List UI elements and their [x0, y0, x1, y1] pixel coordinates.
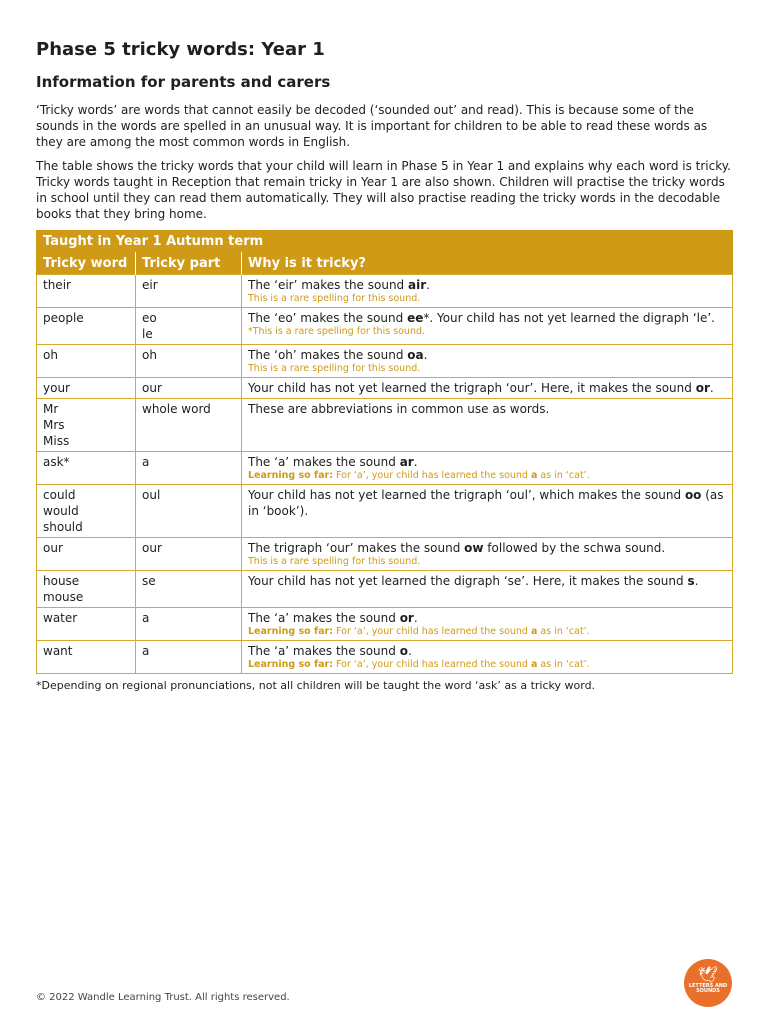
note-segment: For ‘a’, your child has learned the sound [333, 659, 531, 670]
tricky-word-cell [37, 452, 136, 485]
explanation-text [248, 573, 726, 589]
document-page [36, 34, 732, 694]
tricky-part-cell [136, 345, 242, 378]
table-row [37, 308, 733, 345]
tricky-word: want [43, 644, 73, 658]
tricky-word: our [43, 541, 63, 555]
explanation-segment: The trigraph ‘our’ makes the sound [248, 541, 465, 555]
explanation-segment: . [413, 455, 418, 469]
explanation-text [248, 401, 726, 417]
tricky-part: a [142, 611, 150, 625]
tricky-word: should [43, 520, 83, 534]
explanation-text [248, 454, 726, 470]
explanation-segment: The ‘a’ makes the sound [248, 644, 400, 658]
explanation-text [248, 347, 726, 363]
note-segment: *This is a rare spelling for this sound. [248, 326, 426, 337]
table-row [37, 641, 733, 674]
tricky-word: their [43, 278, 71, 292]
tricky-part-cell [136, 399, 242, 452]
sound-highlight: oa [407, 348, 424, 362]
note-highlight: a [530, 470, 538, 481]
sound-highlight: ee [407, 311, 424, 325]
sound-highlight: s [687, 574, 695, 588]
table-body [37, 275, 733, 674]
explanation-note [248, 556, 726, 568]
tricky-part: se [142, 574, 156, 588]
tricky-word-cell [37, 571, 136, 608]
tricky-word: could [43, 488, 76, 502]
tricky-word-cell [37, 538, 136, 571]
tricky-word: ask* [43, 455, 70, 469]
table-row [37, 538, 733, 571]
tricky-part-cell [136, 571, 242, 608]
tricky-word-cell [37, 275, 136, 308]
note-highlight: a [530, 626, 538, 637]
explanation-segment: These are abbreviations in common use as words. [248, 402, 550, 416]
note-segment: as in ‘cat’. [537, 659, 590, 670]
why-tricky-cell [242, 399, 733, 452]
explanation-note [248, 293, 726, 305]
explanation-segment: . [694, 574, 699, 588]
tricky-part: oh [142, 348, 157, 362]
tricky-part: a [142, 455, 150, 469]
why-tricky-cell [242, 308, 733, 345]
explanation-segment: The ‘oh’ makes the sound [248, 348, 408, 362]
tricky-part: our [142, 541, 162, 555]
bird-icon: 🕊 [697, 965, 719, 984]
note-highlight: Learning so far: [248, 470, 333, 481]
explanation-segment: The ‘a’ makes the sound [248, 455, 400, 469]
why-tricky-cell [242, 571, 733, 608]
explanation-segment: . [709, 381, 714, 395]
tricky-part-cell [136, 275, 242, 308]
tricky-word: would [43, 504, 79, 518]
explanation-note [248, 659, 726, 671]
note-highlight: Learning so far: [248, 659, 333, 670]
sound-highlight: oo [684, 488, 702, 502]
tricky-part-cell [136, 485, 242, 538]
table-row [37, 452, 733, 485]
tricky-word-cell [37, 641, 136, 674]
note-highlight: a [530, 659, 538, 670]
note-segment: as in ‘cat’. [537, 470, 590, 481]
table-row [37, 485, 733, 538]
table-row [37, 571, 733, 608]
why-tricky-cell [242, 452, 733, 485]
tricky-word: oh [43, 348, 58, 362]
tricky-word-cell [37, 378, 136, 399]
tricky-word-cell [37, 399, 136, 452]
tricky-word: house [43, 574, 80, 588]
explanation-note [248, 363, 726, 375]
explanation-segment: . [413, 611, 418, 625]
note-highlight: Learning so far: [248, 626, 333, 637]
tricky-words-table [36, 230, 733, 674]
explanation-text [248, 380, 726, 396]
tricky-word: Mr [43, 402, 59, 416]
tricky-part: a [142, 644, 150, 658]
column-header-why-tricky: Why is it tricky? [242, 252, 733, 275]
sound-highlight: ow [464, 541, 484, 555]
explanation-text [248, 610, 726, 626]
copyright-notice: © 2022 Wandle Learning Trust. All rights reserved. [36, 992, 290, 1003]
tricky-part: our [142, 381, 162, 395]
note-segment: This is a rare spelling for this sound. [248, 556, 421, 567]
explanation-segment: Your child has not yet learned the trigraph ‘oul’, which makes the sound [248, 488, 685, 502]
sound-highlight: or [695, 381, 710, 395]
table-row [37, 399, 733, 452]
explanation-text [248, 487, 726, 519]
tricky-part: whole word [142, 402, 211, 416]
table-row [37, 345, 733, 378]
explanation-note [248, 470, 726, 482]
why-tricky-cell [242, 641, 733, 674]
explanation-segment: Your child has not yet learned the digraph ‘se’. Here, it makes the sound [248, 574, 688, 588]
explanation-segment: The ‘a’ makes the sound [248, 611, 400, 625]
tricky-part-cell [136, 378, 242, 399]
explanation-note [248, 626, 726, 638]
logo-text: LETTERS AND SOUNDS [688, 983, 728, 994]
tricky-word: mouse [43, 590, 84, 604]
explanation-segment: *. Your child has not yet learned the digraph ‘le’. [423, 311, 715, 325]
note-segment: For ‘a’, your child has learned the sound [333, 470, 531, 481]
explanation-segment: . [423, 348, 428, 362]
tricky-part: le [142, 327, 153, 341]
intro-paragraph-2: The table shows the tricky words that your child will learn in Phase 5 in Year 1 and explains why each word is tricky. Tricky words taught in Reception that remain tricky in Year 1 are also shown. Children will practise the tricky words in school until they can read them automatically. They will also practise reading the tricky words in the decodable books that they bring home. [36, 159, 731, 221]
explanation-text [248, 310, 726, 326]
footnote: *Depending on regional pronunciations, not all children will be taught the word ‘ask’ as a tricky word. [36, 679, 596, 692]
note-segment: as in ‘cat’. [537, 626, 590, 637]
explanation-text [248, 540, 726, 556]
tricky-part: oul [142, 488, 161, 502]
tricky-part-cell [136, 452, 242, 485]
tricky-word: people [43, 311, 84, 325]
explanation-note [248, 326, 726, 338]
table-row [37, 378, 733, 399]
tricky-part-cell [136, 308, 242, 345]
note-segment: This is a rare spelling for this sound. [248, 363, 421, 374]
explanation-segment: Your child has not yet learned the trigraph ‘our’. Here, it makes the sound [248, 381, 696, 395]
why-tricky-cell [242, 538, 733, 571]
tricky-word: Miss [43, 434, 70, 448]
why-tricky-cell [242, 485, 733, 538]
tricky-part: eo [142, 311, 157, 325]
tricky-word: your [43, 381, 70, 395]
letters-and-sounds-logo [684, 959, 732, 1007]
tricky-word-cell [37, 345, 136, 378]
explanation-text [248, 277, 726, 293]
table-row [37, 275, 733, 308]
page-title: Phase 5 tricky words: Year 1 [36, 39, 325, 60]
explanation-segment: The ‘eo’ makes the sound [248, 311, 408, 325]
why-tricky-cell [242, 378, 733, 399]
note-segment: This is a rare spelling for this sound. [248, 293, 421, 304]
why-tricky-cell [242, 275, 733, 308]
tricky-part-cell [136, 608, 242, 641]
tricky-word-cell [37, 485, 136, 538]
explanation-segment: . [426, 278, 430, 292]
explanation-text [248, 643, 726, 659]
tricky-word: water [43, 611, 78, 625]
sound-highlight: o [399, 644, 408, 658]
tricky-part-cell [136, 538, 242, 571]
sound-highlight: or [399, 611, 414, 625]
tricky-word-cell [37, 308, 136, 345]
why-tricky-cell [242, 345, 733, 378]
tricky-word-cell [37, 608, 136, 641]
column-header-tricky-word: Tricky word [37, 252, 136, 275]
term-header: Taught in Year 1 Autumn term [37, 231, 733, 252]
explanation-segment: . [407, 644, 412, 658]
sound-highlight: air [407, 278, 427, 292]
page-subtitle: Information for parents and carers [36, 73, 331, 91]
tricky-part-cell [136, 641, 242, 674]
tricky-word: Mrs [43, 418, 65, 432]
sound-highlight: ar [399, 455, 414, 469]
explanation-segment: followed by the schwa sound. [483, 541, 666, 555]
table-row [37, 608, 733, 641]
explanation-segment: The ‘eir’ makes the sound [248, 278, 408, 292]
column-header-tricky-part: Tricky part [136, 252, 242, 275]
note-segment: For ‘a’, your child has learned the sound [333, 626, 531, 637]
explanation-segment: (as in ‘book’). [248, 488, 724, 518]
why-tricky-cell [242, 608, 733, 641]
tricky-part: eir [142, 278, 158, 292]
intro-paragraph-1: ‘Tricky words’ are words that cannot easily be decoded (‘sounded out’ and read). This is because some of the sounds in the words are spelled in an unusual way. It is important for children to be able to read these words as they are among the most common words in English. [36, 103, 708, 149]
